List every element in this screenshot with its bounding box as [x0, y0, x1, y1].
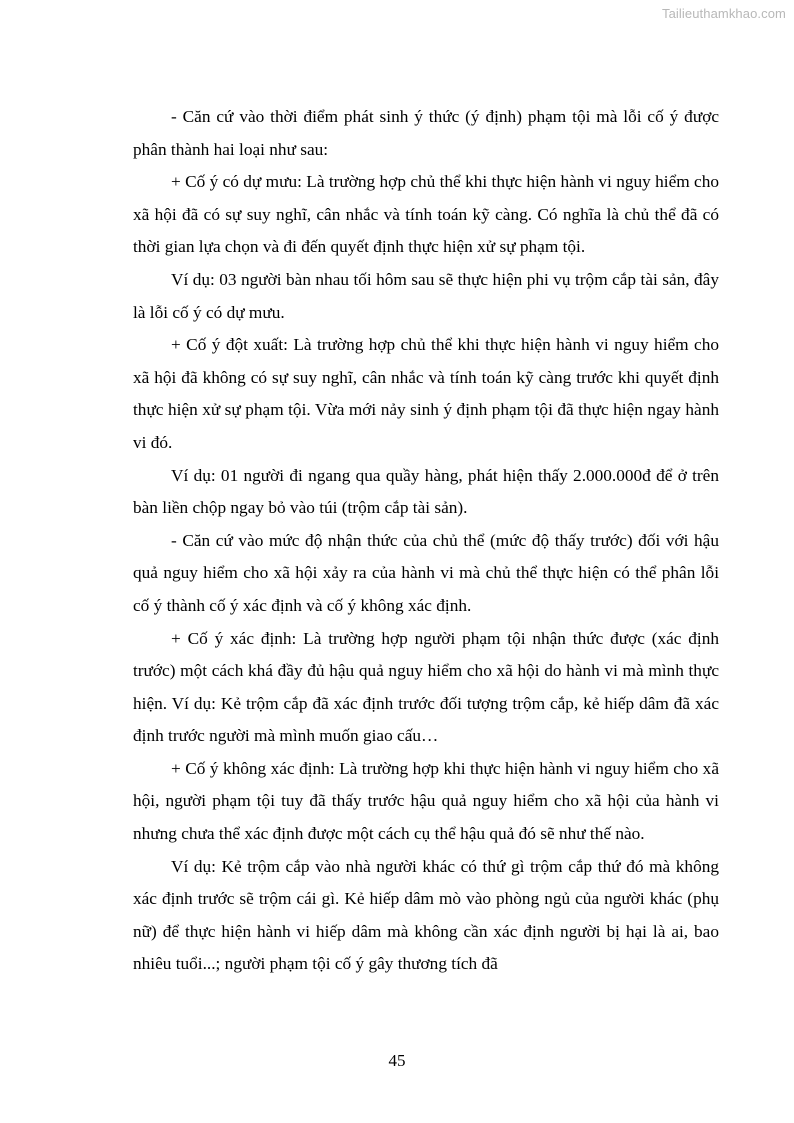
paragraph-basis-timing: - Căn cứ vào thời điểm phát sinh ý thức (ý định) phạm tội mà lỗi cố ý được phân thành hai loại như sau:	[133, 107, 719, 159]
watermark-text: Tailieuthamkhao.com	[661, 6, 786, 21]
paragraph-example-undetermined: Ví dụ: Kẻ trộm cắp vào nhà người khác có thứ gì trộm cắp thứ đó mà không xác định trước sẽ trộm cái gì. Kẻ hiếp dâm mò vào phòng ngủ của người khác (phụ nữ) để thực hiện hành vi hiếp dâm mà không cần xác định người bị hại là ai, bao nhiêu tuổi...; người phạm tội cố ý gây thương tích đã	[133, 856, 719, 974]
paragraph-undetermined-intent: + Cố ý không xác định: Là trường hợp khi thực hiện hành vi nguy hiểm cho xã hội, người phạm tội tuy đã thấy trước hậu quả nguy hiểm cho xã hội của hành vi nhưng chưa thể xác định được một cách cụ thể hậu quả đó sẽ như thế nào.	[133, 758, 719, 844]
paragraph-premeditated-intent: + Cố ý có dự mưu: Là trường hợp chủ thể khi thực hiện hành vi nguy hiểm cho xã hội đã có sự suy nghĩ, cân nhắc và tính toán kỹ càng. Có nghĩa là chủ thể đã có thời gian lựa chọn và đi đến quyết định thực hiện xử sự phạm tội.	[133, 172, 719, 257]
paragraph-sudden-intent: + Cố ý đột xuất: Là trường hợp chủ thể khi thực hiện hành vi nguy hiểm cho xã hội đã không có sự suy nghĩ, cân nhắc và tính toán kỹ càng trước khi quyết định thực hiện xử sự phạm tội. Vừa mới nảy sinh ý định phạm tội đã thực hiện ngay hành vi đó.	[133, 335, 719, 452]
paragraph-determined-intent: + Cố ý xác định: Là trường hợp người phạm tội nhận thức được (xác định trước) một cách khá đầy đủ hậu quả nguy hiểm cho xã hội do hành vi mà mình thực hiện. Ví dụ: Kẻ trộm cắp đã xác định trước đối tượng trộm cắp, kẻ hiếp dâm đã xác định trước người mà mình muốn giao cấu…	[133, 628, 719, 746]
page-number: 45	[388, 1051, 406, 1070]
paragraph-example-sudden: Ví dụ: 01 người đi ngang qua quầy hàng, phát hiện thấy 2.000.000đ để ở trên bàn liền chộp ngay bỏ vào túi (trộm cắp tài sản).	[133, 465, 719, 518]
paragraph-example-premeditated: Ví dụ: 03 người bàn nhau tối hôm sau sẽ thực hiện phi vụ trộm cắp tài sản, đây là lỗi cố ý có dự mưu.	[133, 269, 719, 322]
page-body	[133, 101, 719, 981]
paragraph-basis-awareness: - Căn cứ vào mức độ nhận thức của chủ thể (mức độ thấy trước) đối với hậu quả nguy hiểm cho xã hội xảy ra của hành vi mà chủ thể thực hiện có thể phân lỗi cố ý thành cố ý xác định và cố ý không xác định.	[133, 530, 719, 615]
